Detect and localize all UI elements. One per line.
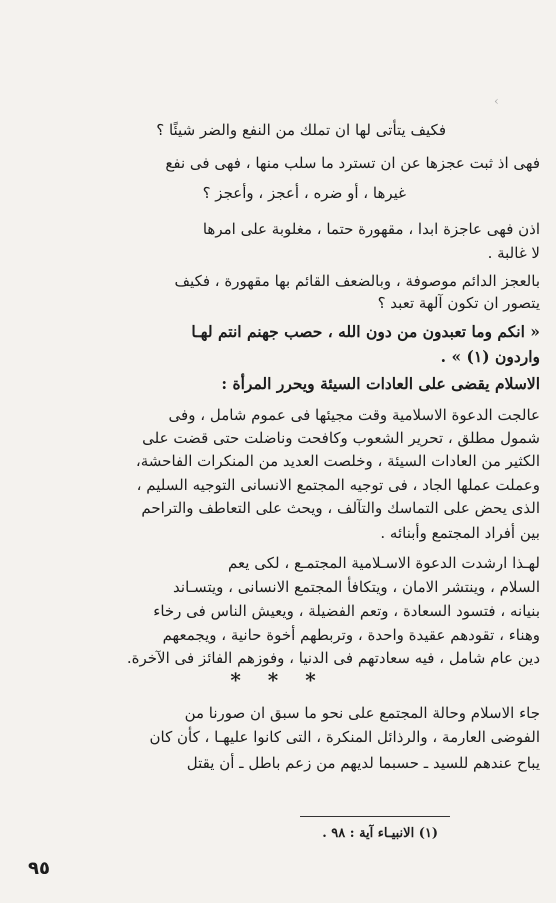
text-line: وهناء ، تقودهم عقيدة واحدة ، وتربطهم أخوة حانية ، ويجمعهم — [162, 626, 540, 644]
section-heading: الاسلام يقضى على العادات السيئة ويحرر المرأة : — [221, 374, 540, 393]
text-line: بالعجز الدائم موصوفة ، وبالضعف القائم بها مقهورة ، فكيف — [174, 272, 540, 290]
text-line: الفوضى العارمة ، والرذائل المنكرة ، التى كانوا عليهـا ، كأن كان — [149, 728, 540, 746]
text-line: بين أفراد المجتمع وأبنائه . — [380, 524, 540, 542]
text-line: يباح عندهم للسيد ـ حسبما لديهم من زعم باطل ـ أن يقتل — [186, 754, 540, 772]
text-line: الذى يحض على التماسك والتآلف ، ويحث على التعاطف والتراحم — [141, 499, 540, 517]
quran-verse-line: « انكم وما تعبدون من دون الله ، حصب جهنم انتم لهـا — [191, 322, 540, 341]
text-line: فهى اذ ثبت عجزها عن ان تسترد ما سلب منها ، فهى فى نفع — [165, 154, 540, 172]
text-line: شمول مطلق ، تحرير الشعوب وكافحت وناضلت حتى قضت على — [142, 429, 540, 447]
text-line: عالجت الدعوة الاسلامية وقت مجيئها فى عموم شامل ، وفى — [168, 406, 540, 424]
text-line: جاء الاسلام وحالة المجتمع على نحو ما سبق ان صورنا من — [184, 704, 540, 722]
text-line: يتصور ان تكون آلهة تعبد ؟ — [377, 294, 540, 312]
text-line: فكيف يتأتى لها ان تملك من النفع والضر شيئًا ؟ — [156, 121, 446, 139]
text-line: السلام ، وينتشر الامان ، ويتكافأ المجتمع الانسانى ، ويتسـاند — [173, 578, 540, 596]
text-line: وعملت عملها الجاد ، فى توجيه المجتمع الانسانى التوجيه السليم ، — [136, 476, 540, 494]
quran-verse-line: واردون (١) » . — [440, 347, 540, 366]
text-line: لا غالبة . — [487, 244, 540, 262]
section-separator: * * * — [230, 668, 326, 692]
footnote: (١) الانبيـاء آية : ٩٨ . — [322, 826, 438, 841]
text-line: دين عام شامل ، فيه سعادتهم فى الدنيا ، وفوزهم الفائز فى الآخرة. — [126, 649, 540, 667]
text-line: لهـذا ارشدت الدعوة الاسـلامية المجتمـع ، لكى يعم — [228, 554, 540, 572]
page-number: ٩٥ — [28, 858, 50, 879]
text-line: اذن فهى عاجزة ابدا ، مقهورة حتما ، مغلوبة على امرها — [202, 220, 540, 238]
text-line: غيرها ، أو ضره ، أعجز ، وأعجز ؟ — [202, 184, 406, 202]
page-corner-mark: ‹ — [494, 94, 499, 108]
text-line: بنيانه ، فتسود السعادة ، وتعم الفضيلة ، ويعيش الناس فى رخاء — [153, 602, 540, 620]
footnote-divider — [300, 816, 450, 817]
text-line: الكثير من العادات السيئة ، وخلصت العديد من المنكرات الفاحشة، — [135, 452, 540, 470]
